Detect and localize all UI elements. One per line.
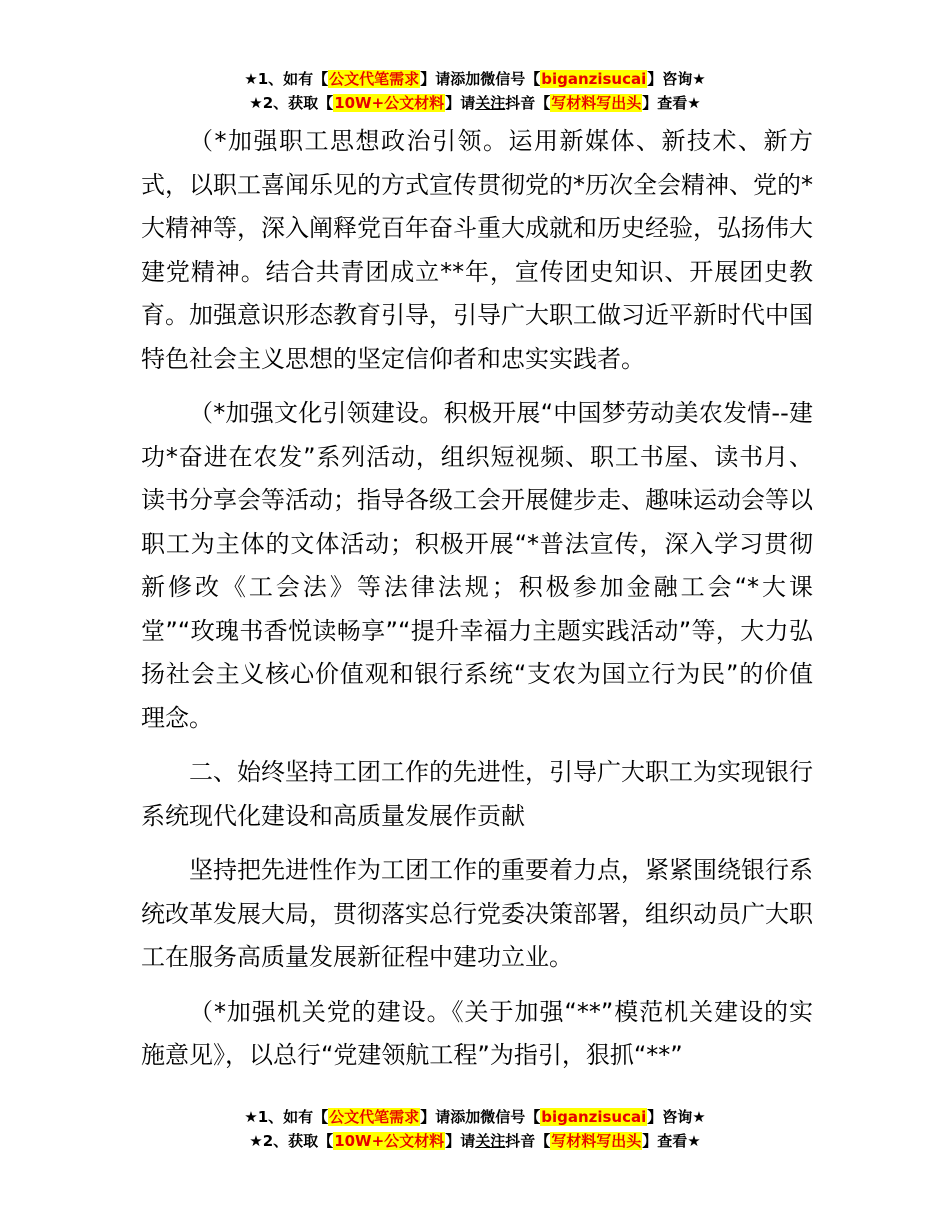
document-body bbox=[141, 120, 813, 1089]
promo-line-2-middle-b: 抖音【 bbox=[505, 1132, 551, 1150]
promo-line-2-prefix: ★2、获取【 bbox=[249, 94, 334, 112]
promo-highlight-service: 公文代笔需求 bbox=[329, 1108, 420, 1126]
promo-highlight-douyin: 写材料写出头 bbox=[551, 94, 642, 112]
promo-line-1 bbox=[0, 1105, 950, 1129]
promo-highlight-wechat: biganzisucai bbox=[541, 1108, 647, 1126]
promo-line-1-suffix: 】咨询★ bbox=[647, 1108, 706, 1126]
promo-line-2-suffix: 】查看★ bbox=[642, 94, 701, 112]
promo-highlight-materials: 10W+公文材料 bbox=[334, 1132, 445, 1150]
footer-promo-banner bbox=[0, 1105, 950, 1153]
promo-line-2-prefix: ★2、获取【 bbox=[249, 1132, 334, 1150]
promo-line-1 bbox=[0, 67, 950, 91]
promo-line-1-suffix: 】咨询★ bbox=[647, 70, 706, 88]
promo-line-2 bbox=[0, 91, 950, 115]
promo-highlight-materials: 10W+公文材料 bbox=[334, 94, 445, 112]
promo-line-2-suffix: 】查看★ bbox=[642, 1132, 701, 1150]
promo-line-1-middle: 】请添加微信号【 bbox=[420, 70, 541, 88]
paragraph-cultural-guidance: （*加强文化引领建设。积极开展“中国梦劳动美农发情--建功*奋进在农发”系列活动，组织短视频、职工书屋、读书月、读书分享会等活动；指导各级工会开展健步走、趣味运动会等以职工为主体的文体活动；积极开展“*普法宣传，深入学习贯彻新修改《工会法》等法律法规；积极参加金融工会“*大课堂”“玫瑰书香悦读畅享”“提升幸福力主题实践活动”等，大力弘扬社会主义核心价值观和银行系统“支农为国立行为民”的价值理念。 bbox=[141, 399, 813, 732]
paragraph-political-guidance: （*加强职工思想政治引领。运用新媒体、新技术、新方式，以职工喜闻乐见的方式宣传贯彻党的*历次全会精神、党的*大精神等，深入阐释党百年奋斗重大成就和历史经验，弘扬伟大建党精神。结合共青团成立**年，宣传团史知识、开展团史教育。加强意识形态教育引导，引导广大职工做习近平新时代中国特色社会主义思想的坚定信仰者和忠实实践者。 bbox=[141, 127, 813, 373]
promo-line-2-middle-a: 】请 bbox=[445, 94, 476, 112]
promo-line-1-prefix: ★1、如有【 bbox=[244, 1108, 329, 1126]
promo-line-1-middle: 】请添加微信号【 bbox=[420, 1108, 541, 1126]
promo-underlined-follow: 关注 bbox=[475, 94, 506, 112]
section-heading-two: 二、始终坚持工团工作的先进性，引导广大职工为实现银行系统现代化建设和高质量发展作贡献 bbox=[141, 758, 813, 830]
header-promo-banner bbox=[0, 67, 950, 115]
promo-line-2-middle-b: 抖音【 bbox=[505, 94, 551, 112]
paragraph-party-building: （*加强机关党的建设。《关于加强“**”模范机关建设的实施意见》，以总行“党建领航工程”为指引，狠抓“**” bbox=[141, 997, 813, 1069]
promo-line-2-middle-a: 】请 bbox=[445, 1132, 476, 1150]
promo-highlight-service: 公文代笔需求 bbox=[329, 70, 420, 88]
paragraph-advancement: 坚持把先进性作为工团工作的重要着力点，紧紧围绕银行系统改革发展大局，贯彻落实总行党委决策部署，组织动员广大职工在服务高质量发展新征程中建功立业。 bbox=[141, 856, 813, 971]
promo-underlined-follow: 关注 bbox=[475, 1132, 506, 1150]
promo-highlight-douyin: 写材料写出头 bbox=[551, 1132, 642, 1150]
promo-highlight-wechat: biganzisucai bbox=[541, 70, 647, 88]
promo-line-2 bbox=[0, 1129, 950, 1153]
promo-line-1-prefix: ★1、如有【 bbox=[244, 70, 329, 88]
